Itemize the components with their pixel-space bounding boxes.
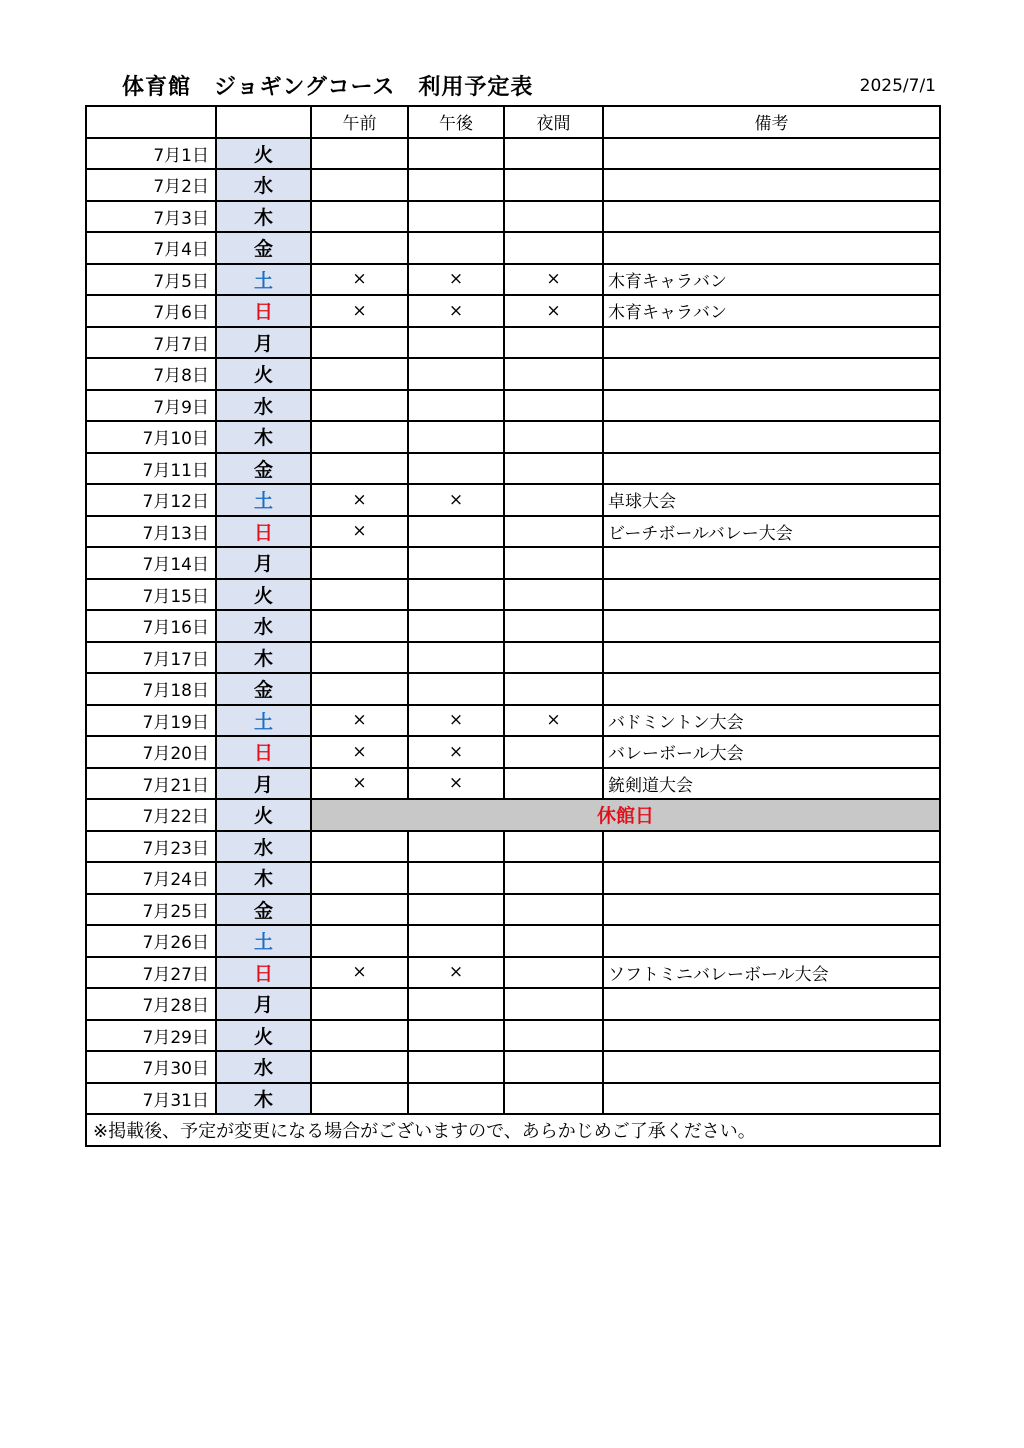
row-day-of-week: 金 [216,894,311,926]
row-note [603,610,940,642]
row-date: 7月14日 [86,547,216,579]
row-afternoon [408,390,504,422]
row-morning [311,610,408,642]
row-note [603,390,940,422]
row-morning [311,894,408,926]
row-day-of-week: 日 [216,516,311,548]
row-morning [311,579,408,611]
row-night [504,988,603,1020]
row-note [603,1051,940,1083]
row-morning [311,138,408,170]
row-date: 7月24日 [86,862,216,894]
row-day-of-week: 月 [216,327,311,359]
row-note: 木育キャラバン [603,264,940,296]
row-date: 7月27日 [86,957,216,989]
row-morning [311,232,408,264]
table-row [86,831,940,863]
table-row [86,1020,940,1052]
row-day-of-week: 水 [216,610,311,642]
row-note [603,232,940,264]
table-row [86,232,940,264]
row-afternoon [408,421,504,453]
row-day-of-week: 木 [216,421,311,453]
row-note [603,579,940,611]
row-afternoon [408,547,504,579]
row-morning: × [311,705,408,737]
row-night [504,327,603,359]
issued-date: 2025/7/1 [859,76,936,96]
row-morning: × [311,484,408,516]
row-afternoon [408,894,504,926]
row-night: × [504,705,603,737]
row-morning [311,547,408,579]
header-dow [216,106,311,138]
row-day-of-week: 金 [216,453,311,485]
table-row [86,642,940,674]
row-day-of-week: 火 [216,138,311,170]
table-row [86,201,940,233]
row-date: 7月2日 [86,169,216,201]
row-morning: × [311,295,408,327]
row-note: 木育キャラバン [603,295,940,327]
row-note: 銃剣道大会 [603,768,940,800]
row-date: 7月20日 [86,736,216,768]
row-afternoon: × [408,264,504,296]
row-day-of-week: 木 [216,862,311,894]
row-day-of-week: 月 [216,768,311,800]
row-afternoon [408,862,504,894]
table-row [86,768,940,800]
table-row [86,453,940,485]
row-date: 7月16日 [86,610,216,642]
row-afternoon [408,988,504,1020]
row-date: 7月1日 [86,138,216,170]
row-note [603,831,940,863]
row-afternoon [408,1020,504,1052]
row-night [504,390,603,422]
row-night [504,1083,603,1115]
row-day-of-week: 金 [216,673,311,705]
row-date: 7月17日 [86,642,216,674]
row-night [504,673,603,705]
row-night [504,232,603,264]
header-am: 午前 [311,106,408,138]
row-date: 7月7日 [86,327,216,359]
row-morning [311,1051,408,1083]
row-afternoon [408,453,504,485]
table-row [86,610,940,642]
row-afternoon [408,925,504,957]
row-date: 7月25日 [86,894,216,926]
row-afternoon [408,673,504,705]
row-note [603,673,940,705]
row-date: 7月6日 [86,295,216,327]
row-afternoon [408,138,504,170]
row-night [504,1020,603,1052]
row-day-of-week: 金 [216,232,311,264]
row-night [504,169,603,201]
row-night [504,453,603,485]
row-afternoon [408,1083,504,1115]
page-title: 体育館 ジョギングコース 利用予定表 [122,75,534,100]
row-morning [311,673,408,705]
row-day-of-week: 月 [216,988,311,1020]
row-note [603,169,940,201]
row-note [603,327,940,359]
row-date: 7月30日 [86,1051,216,1083]
row-night [504,579,603,611]
table-row [86,358,940,390]
row-night [504,138,603,170]
row-day-of-week: 日 [216,957,311,989]
row-night [504,1051,603,1083]
row-day-of-week: 土 [216,705,311,737]
row-night [504,894,603,926]
row-date: 7月23日 [86,831,216,863]
row-afternoon: × [408,768,504,800]
row-afternoon [408,358,504,390]
row-note [603,642,940,674]
row-day-of-week: 水 [216,390,311,422]
table-row [86,169,940,201]
row-note [603,547,940,579]
table-row [86,138,940,170]
table-row [86,957,940,989]
row-morning: × [311,768,408,800]
row-date: 7月31日 [86,1083,216,1115]
table-row [86,673,940,705]
row-night [504,610,603,642]
schedule-body [86,106,940,1146]
row-note: ソフトミニバレーボール大会 [603,957,940,989]
row-date: 7月4日 [86,232,216,264]
row-day-of-week: 水 [216,169,311,201]
table-row [86,295,940,327]
row-day-of-week: 土 [216,264,311,296]
row-date: 7月19日 [86,705,216,737]
table-row [86,736,940,768]
row-day-of-week: 火 [216,358,311,390]
row-afternoon [408,642,504,674]
row-morning: × [311,264,408,296]
table-row [86,1051,940,1083]
table-row [86,484,940,516]
header-night: 夜間 [504,106,603,138]
row-note [603,925,940,957]
table-row [86,547,940,579]
row-morning [311,453,408,485]
row-note: 卓球大会 [603,484,940,516]
row-afternoon [408,831,504,863]
header-pm: 午後 [408,106,504,138]
row-morning [311,1083,408,1115]
row-date: 7月10日 [86,421,216,453]
table-row [86,579,940,611]
row-night [504,862,603,894]
row-day-of-week: 木 [216,201,311,233]
row-night [504,768,603,800]
row-morning [311,925,408,957]
header-row [86,106,940,138]
closed-day-cell: 休館日 [311,799,940,831]
row-night [504,642,603,674]
row-night: × [504,295,603,327]
row-morning [311,1020,408,1052]
row-note [603,988,940,1020]
row-note [603,1020,940,1052]
row-day-of-week: 水 [216,831,311,863]
row-afternoon [408,201,504,233]
footnote: ※掲載後、予定が変更になる場合がございますので、あらかじめご了承ください。 [86,1114,940,1146]
table-row [86,421,940,453]
table-row [86,516,940,548]
row-date: 7月8日 [86,358,216,390]
footnote-row [86,1114,940,1146]
table-row [86,390,940,422]
table-row [86,862,940,894]
row-afternoon [408,327,504,359]
row-afternoon [408,1051,504,1083]
row-night [504,736,603,768]
row-date: 7月12日 [86,484,216,516]
row-afternoon: × [408,736,504,768]
row-day-of-week: 水 [216,1051,311,1083]
row-night [504,201,603,233]
row-night [504,358,603,390]
row-day-of-week: 火 [216,1020,311,1052]
table-row [86,705,940,737]
row-note [603,201,940,233]
row-date: 7月28日 [86,988,216,1020]
row-note: バレーボール大会 [603,736,940,768]
row-note [603,453,940,485]
row-morning [311,421,408,453]
row-afternoon: × [408,295,504,327]
schedule-table [85,105,941,1147]
row-note [603,894,940,926]
row-morning: × [311,736,408,768]
row-day-of-week: 日 [216,295,311,327]
row-night [504,831,603,863]
row-night: × [504,264,603,296]
row-note [603,358,940,390]
row-note [603,138,940,170]
row-night [504,421,603,453]
row-note: バドミントン大会 [603,705,940,737]
row-day-of-week: 土 [216,925,311,957]
row-date: 7月26日 [86,925,216,957]
row-day-of-week: 火 [216,579,311,611]
row-date: 7月11日 [86,453,216,485]
row-day-of-week: 日 [216,736,311,768]
row-night [504,925,603,957]
row-note [603,421,940,453]
row-night [504,484,603,516]
row-night [504,547,603,579]
row-morning [311,358,408,390]
row-date: 7月5日 [86,264,216,296]
row-day-of-week: 土 [216,484,311,516]
row-afternoon [408,516,504,548]
row-date: 7月15日 [86,579,216,611]
table-row [86,988,940,1020]
row-note [603,1083,940,1115]
row-night [504,957,603,989]
header-date [86,106,216,138]
row-morning [311,862,408,894]
row-morning: × [311,957,408,989]
row-morning [311,988,408,1020]
row-morning [311,169,408,201]
row-day-of-week: 木 [216,642,311,674]
row-morning [311,201,408,233]
row-date: 7月21日 [86,768,216,800]
row-morning: × [311,516,408,548]
table-row [86,925,940,957]
row-morning [311,327,408,359]
row-afternoon: × [408,705,504,737]
row-afternoon [408,169,504,201]
row-afternoon [408,579,504,611]
row-date: 7月3日 [86,201,216,233]
row-day-of-week: 月 [216,547,311,579]
row-morning [311,831,408,863]
row-date: 7月13日 [86,516,216,548]
row-night [504,516,603,548]
row-day-of-week: 火 [216,799,311,831]
row-afternoon: × [408,957,504,989]
row-note [603,862,940,894]
row-afternoon: × [408,484,504,516]
table-row [86,799,940,831]
table-row [86,264,940,296]
row-date: 7月22日 [86,799,216,831]
row-morning [311,390,408,422]
row-note: ビーチボールバレー大会 [603,516,940,548]
row-afternoon [408,610,504,642]
row-date: 7月9日 [86,390,216,422]
row-morning [311,642,408,674]
row-afternoon [408,232,504,264]
table-row [86,1083,940,1115]
row-date: 7月18日 [86,673,216,705]
header-note: 備考 [603,106,940,138]
row-day-of-week: 木 [216,1083,311,1115]
table-row [86,894,940,926]
table-row [86,327,940,359]
row-date: 7月29日 [86,1020,216,1052]
